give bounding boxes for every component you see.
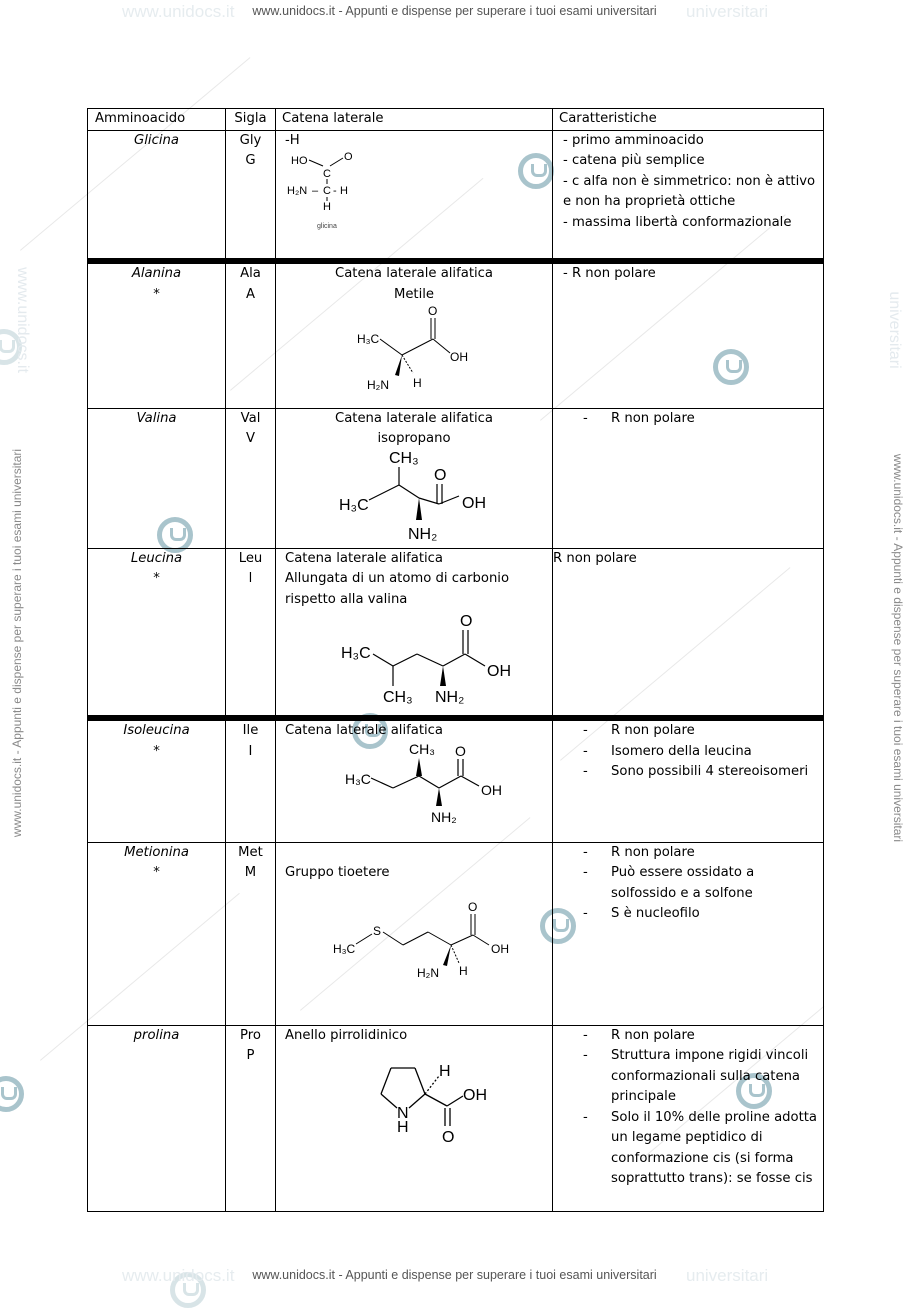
unidocs-logo-icon [0, 1076, 24, 1112]
code-three-letter: Gly [239, 132, 262, 148]
watermark-ghost-site: www.unidocs.it [14, 267, 31, 373]
watermark-ghost-tail: universitari [886, 291, 903, 369]
bond [356, 934, 372, 944]
atom-label: N [397, 1105, 409, 1122]
atom-label: H₂N [367, 378, 389, 392]
features-cell [553, 408, 824, 548]
methionine-structure-diagram [333, 899, 533, 985]
code-one-letter: P [246, 1048, 255, 1063]
atom-label: H [340, 185, 348, 197]
bond [417, 654, 443, 666]
feature-line: - massima libertà conformazionale [563, 214, 792, 230]
table-row [88, 1025, 824, 1211]
atom-label: NH₂ [435, 689, 465, 704]
watermark-ghost-site: www.unidocs.it [122, 2, 235, 21]
atom-label: NH₂ [408, 525, 438, 543]
bond [369, 485, 399, 500]
bond [447, 1096, 463, 1106]
atom-label: C [323, 185, 331, 197]
features-cell [553, 261, 824, 408]
amino-acid-name: Alanina [131, 266, 182, 281]
bond [415, 1068, 425, 1094]
features-list [553, 843, 823, 925]
features-cell [553, 1025, 824, 1211]
side-chain-line: isopropano [377, 431, 451, 446]
code-one-letter: I [248, 743, 253, 759]
atom-label: OH [462, 494, 486, 512]
header-catena-laterale: Catena laterale [276, 109, 553, 131]
bond [393, 776, 419, 788]
atom-label: H₃C [339, 496, 369, 514]
feature-line: R non polare [553, 550, 637, 566]
header-amminoacido: Amminoacido [88, 109, 226, 131]
atom-label: O [434, 466, 447, 484]
header-sigla: Sigla [226, 109, 276, 131]
bond [399, 485, 419, 498]
side-chain-line: Catena laterale alifatica [334, 410, 493, 426]
code-three-letter: Pro [240, 1027, 261, 1043]
atom-label: H₂N [287, 185, 308, 197]
side-chain-cell [276, 548, 553, 718]
side-chain-line: Catena laterale alifatica [285, 550, 444, 566]
watermark-footer: www.unidocs.it - Appunti e dispense per superare i tuoi esami universitari [252, 1268, 657, 1282]
bond-dash: - [333, 185, 337, 197]
atom-label: C [323, 168, 331, 180]
features-cell [553, 718, 824, 842]
bond [419, 776, 439, 788]
amino-acid-name: prolina [133, 1027, 180, 1043]
side-chain-cell [276, 842, 553, 1025]
atom-label: H₃C [357, 332, 380, 346]
side-chain-cell [276, 1025, 553, 1211]
table-row [88, 548, 824, 718]
bond [383, 932, 403, 945]
list-item: - Sono possibili 4 stereoisomeri [553, 762, 823, 783]
amino-acid-name-cell [88, 1025, 226, 1211]
code-one-letter: M [244, 865, 257, 880]
code-cell [226, 130, 276, 261]
bond [419, 498, 439, 504]
atom-label: OH [481, 781, 502, 798]
atom-label: OH [450, 350, 468, 364]
bond [381, 1068, 391, 1094]
atom-label: O [442, 1129, 455, 1146]
wedge-bond [436, 788, 442, 806]
essential-mark: * [153, 865, 160, 880]
amino-acid-name-cell [88, 408, 226, 548]
side-chain-line: Catena laterale alifatica [334, 266, 493, 281]
side-chain-line: Gruppo tioetere [285, 864, 390, 880]
wedge-bond [416, 498, 422, 520]
side-chain-cell [276, 261, 553, 408]
code-one-letter: G [245, 153, 256, 168]
code-cell [226, 1025, 276, 1211]
bond [309, 160, 323, 166]
watermark-ghost-tail: universitari [686, 1266, 769, 1285]
watermark-header: www.unidocs.it - Appunti e dispense per superare i tuoi esami universitari [252, 4, 657, 18]
atom-label: OH [463, 1087, 487, 1104]
alanine-structure-diagram [347, 305, 497, 397]
feature-line: - primo amminoacido [563, 132, 704, 148]
valine-structure-diagram [334, 448, 514, 544]
bond [461, 776, 479, 786]
code-cell [226, 261, 276, 408]
code-one-letter: V [245, 431, 256, 446]
essential-mark: * [153, 743, 160, 759]
amino-acid-name: Isoleucina [123, 723, 190, 738]
amino-acid-name: Metionina [124, 844, 189, 860]
atom-label: O [455, 742, 466, 759]
table-row [88, 261, 824, 408]
features-cell [553, 130, 824, 261]
bond [473, 935, 489, 945]
features-cell [553, 548, 824, 718]
watermark-side-right: www.unidocs.it - Appunti e dispense per superare i tuoi esami universitari [891, 453, 905, 843]
wedge-bond [443, 945, 451, 966]
code-three-letter: Ile [242, 723, 259, 738]
list-item: - Solo il 10% delle proline adotta un legame peptidico di conformazione cis (si forma soprattutto trans): se fosse cis [553, 1108, 823, 1190]
bond [393, 654, 417, 666]
side-chain-line: -H [285, 132, 300, 148]
amino-acid-name: Leucina [130, 550, 183, 566]
bond [330, 158, 343, 166]
table-row [88, 408, 824, 548]
atom-label: O [344, 151, 353, 163]
bond [433, 339, 450, 353]
bond [403, 932, 428, 945]
amino-acid-name-cell [88, 718, 226, 842]
side-chain-line: Allungata di un atomo di carbonio rispetto alla valina [285, 571, 510, 607]
atom-label: CH₃ [383, 689, 413, 704]
code-three-letter: Val [240, 410, 261, 426]
atom-label: H [323, 201, 331, 213]
structure-caption: glicina [317, 223, 337, 230]
code-one-letter: l [248, 571, 253, 586]
bond [439, 776, 461, 788]
hashed-bond [451, 945, 459, 963]
table-row [88, 842, 824, 1025]
atom-label: NH₂ [431, 808, 457, 825]
wedge-bond [440, 666, 446, 686]
bond [373, 654, 393, 666]
features-list [553, 1026, 823, 1190]
wedge-bond [395, 355, 402, 376]
bond-dash: – [312, 185, 319, 197]
bond [451, 935, 473, 945]
bond [425, 1094, 447, 1106]
amino-acid-name-cell [88, 548, 226, 718]
code-three-letter: Met [238, 844, 263, 860]
features-list [553, 409, 823, 430]
amino-acid-name: Valina [136, 410, 177, 426]
atom-label: OH [487, 663, 511, 680]
amino-acid-table [87, 108, 824, 1212]
list-item: - Isomero della leucina [553, 742, 823, 763]
side-chain-line: Metile [393, 286, 435, 302]
glycine-structure-diagram [285, 150, 365, 232]
table-row [88, 718, 824, 842]
side-chain-line: Catena laterale alifatica [285, 723, 444, 738]
atom-label: H [413, 376, 422, 390]
atom-label: HO [291, 155, 308, 167]
code-cell [226, 548, 276, 718]
hashed-bond [402, 355, 413, 373]
atom-label: O [428, 305, 438, 318]
isoleucine-structure-diagram [341, 742, 521, 826]
table-row [88, 130, 824, 261]
feature-line: - R non polare [563, 266, 656, 281]
atom-label: O [468, 900, 478, 914]
table-header-row [88, 109, 824, 131]
list-item: - Può essere ossidato a solfossido e a solfone [553, 863, 823, 904]
code-three-letter: Ala [240, 266, 261, 281]
atom-label: H [397, 1119, 409, 1136]
atom-label: H₃C [341, 645, 371, 662]
header-caratteristiche: Caratteristiche [553, 109, 824, 131]
list-item: - R non polare [553, 721, 823, 742]
watermark-ghost-site: www.unidocs.it [122, 1266, 235, 1285]
feature-line: - catena più semplice [563, 153, 705, 168]
atom-label: CH₃ [389, 449, 419, 467]
wedge-bond [416, 758, 422, 776]
feature-line: - c alfa non è simmetrico: non è attivo e non ha proprietà ottiche [563, 173, 816, 209]
atom-label: OH [491, 942, 509, 956]
features-list [553, 721, 823, 783]
list-item: - Struttura impone rigidi vincoli conformazionali sulla catena principale [553, 1046, 823, 1108]
bond [371, 778, 393, 788]
atom-label: H₃C [345, 770, 371, 787]
bond [428, 932, 451, 945]
bond [409, 1094, 425, 1108]
amino-acid-name: Glicina [134, 132, 179, 148]
atom-label: H₃C [333, 942, 356, 956]
list-item: - R non polare [553, 1026, 823, 1047]
atom-label: H₂N [417, 966, 439, 980]
side-chain-cell [276, 130, 553, 261]
code-cell [226, 842, 276, 1025]
atom-label: O [460, 613, 473, 630]
atom-label: H [459, 964, 468, 978]
list-item: - S è nucleofilo [553, 904, 823, 925]
features-cell [553, 842, 824, 1025]
atom-label: H [439, 1063, 451, 1080]
code-three-letter: Leu [238, 550, 263, 566]
side-chain-cell [276, 718, 553, 842]
bond [380, 339, 402, 355]
side-chain-line: Anello pirrolidinico [285, 1027, 408, 1043]
atom-label: CH₃ [409, 741, 435, 757]
code-one-letter: A [245, 286, 256, 302]
code-cell [226, 718, 276, 842]
proline-structure-diagram [353, 1060, 503, 1160]
atom-label: S [373, 924, 382, 938]
essential-mark: * [153, 571, 160, 586]
amino-acid-name-cell [88, 842, 226, 1025]
leucine-structure-diagram [335, 612, 535, 704]
code-cell [226, 408, 276, 548]
essential-mark: * [153, 286, 160, 302]
list-item: - R non polare [553, 843, 823, 864]
bond [381, 1094, 397, 1108]
side-chain-cell [276, 408, 553, 548]
amino-acid-name-cell [88, 130, 226, 261]
list-item: - R non polare [553, 409, 823, 430]
bond [443, 654, 465, 666]
watermark-side-left: www.unidocs.it - Appunti e dispense per superare i tuoi esami universitari [10, 448, 24, 838]
amino-acid-name-cell [88, 261, 226, 408]
watermark-ghost-tail: universitari [686, 2, 769, 21]
hashed-bond [425, 1076, 439, 1094]
bond [402, 339, 433, 355]
bond [465, 654, 485, 666]
